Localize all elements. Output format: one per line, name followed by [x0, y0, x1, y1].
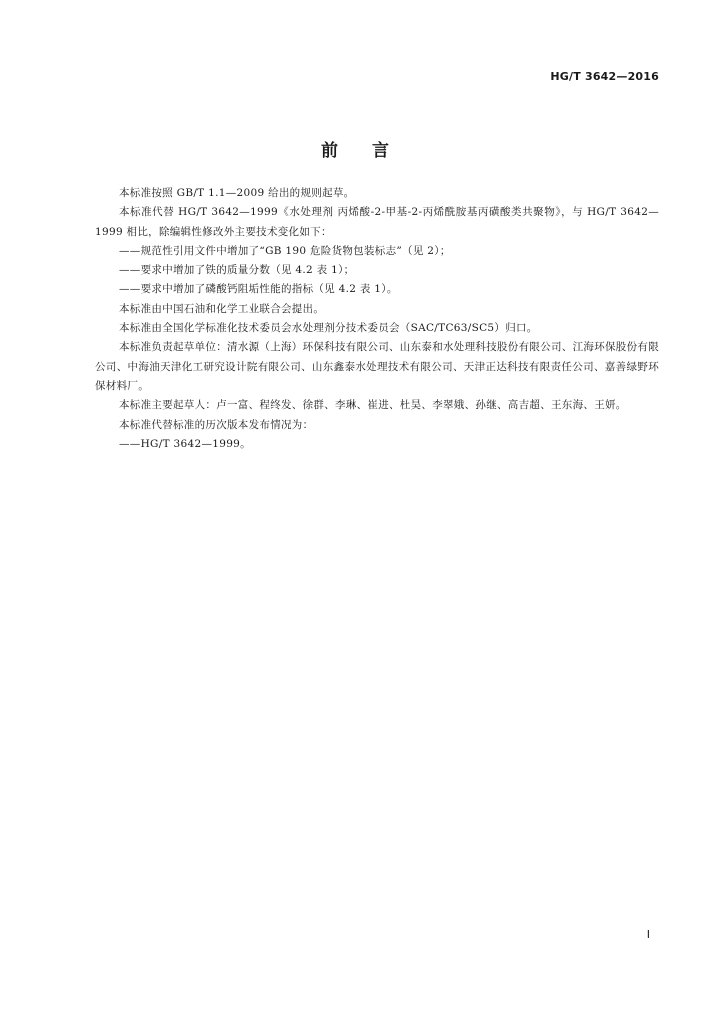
foreword-body [95, 184, 659, 454]
paragraph-proposer: 本标准由中国石油和化学工业联合会提出。 [119, 302, 325, 315]
list-item-change-3: ——要求中增加了磷酸钙阻垢性能的指标（见 4.2 表 1）。 [119, 283, 398, 296]
standard-number: HG/T 3642—2016 [550, 70, 659, 83]
list-item-change-2: ——要求中增加了铁的质量分数（见 4.2 表 1）； [119, 264, 355, 277]
paragraph-drafting-units: 本标准负责起草单位：清水源（上海）环保科技有限公司、山东泰和水处理科技股份有限公司、江海环保股份有限公司、中海油天津化工研究设计院有限公司、山东鑫泰水处理技术有限公司、天津正达科技有限责任公司、嘉善绿野环保材料厂。 [95, 341, 659, 392]
paragraph-centralized: 本标准由全国化学标准化技术委员会水处理剂分技术委员会（SAC/TC63/SC5）归口。 [119, 322, 538, 335]
paragraph-history: 本标准代替标准的历次版本发布情况为： [119, 418, 314, 431]
page-title: 前言 [321, 141, 423, 161]
list-item-history-version: ——HG/T 3642—1999。 [119, 437, 251, 450]
paragraph-drafters: 本标准主要起草人：卢一富、程终发、徐群、李琳、崔进、杜昊、李翠娥、孙继、高吉超、王东海、王妍。 [119, 399, 627, 412]
paragraph-replaces: 本标准代替 HG/T 3642—1999《水处理剂 丙烯酸-2-甲基-2-丙烯酰胺基丙磺酸类共聚物》，与 HG/T 3642—1999 相比，除编辑性修改外主要技术变化如下： [95, 206, 659, 238]
page-number: I [646, 928, 650, 941]
list-item-change-1: ——规范性引用文件中增加了“GB 190 危险货物包装标志”（见 2）； [119, 244, 451, 257]
paragraph-drafting-rules: 本标准按照 GB/T 1.1—2009 给出的规则起草。 [119, 187, 355, 199]
